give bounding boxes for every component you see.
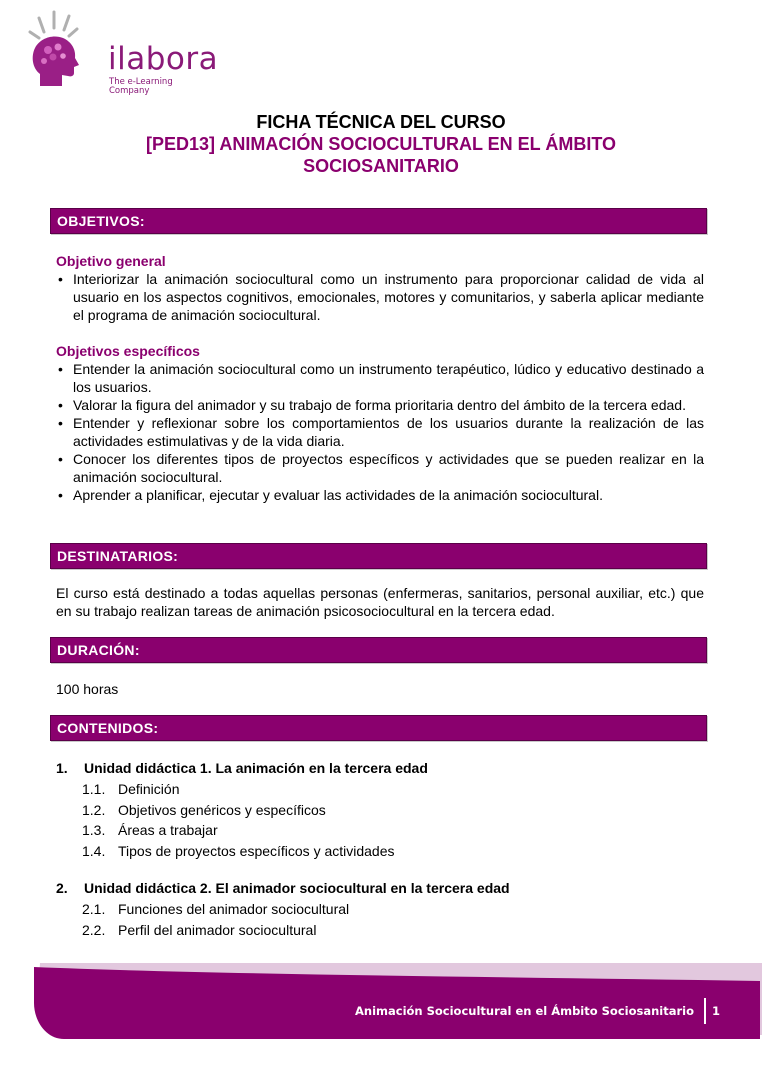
objetivo-general-heading: Objetivo general: [56, 253, 166, 269]
footer-divider: [704, 998, 706, 1024]
subitem-text: Áreas a trabajar: [118, 822, 218, 838]
list-item: [82, 820, 704, 841]
list-item: • Entender y reflexionar sobre los comportamientos de los usuarios durante la realización de las actividades estimulativas y de la vida diaria.: [56, 414, 704, 450]
subitem-number: 1.2.: [82, 801, 106, 818]
document-title: [56, 111, 706, 177]
unit-subitems: [56, 779, 704, 861]
list-item: • Valorar la figura del animador y su trabajo de forma prioritaria dentro del ámbito de la tercera edad.: [56, 396, 704, 414]
subitem-number: 2.2.: [82, 921, 106, 938]
list-item: [82, 800, 704, 821]
list-item: • Interiorizar la animación sociocultural como un instrumento para proporcionar calidad de vida al usuario en los aspectos cognitivos, emocionales, motores y comunitarios, y saberla aplicar mediante el programa de animación sociocultural.: [56, 270, 704, 324]
section-header-contenidos: CONTENIDOS:: [50, 715, 707, 741]
list-item: [82, 899, 704, 920]
subitem-text: Definición: [118, 781, 180, 797]
subitem-text: Tipos de proyectos específicos y actividades: [118, 842, 395, 859]
section-header-duracion: DURACIÓN:: [50, 637, 707, 663]
subitem-number: 1.1.: [82, 781, 106, 797]
subitem-text: Funciones del animador sociocultural: [118, 901, 350, 917]
unit-subitems: [56, 899, 704, 940]
list-item: [82, 920, 704, 941]
logo-wordmark: ilabora: [108, 41, 219, 77]
page-number: 1: [712, 1004, 721, 1018]
list-item: • Aprender a planificar, ejecutar y evaluar las actividades de la animación sociocultural.: [56, 486, 704, 504]
footer-swoosh: [0, 955, 768, 1045]
objetivo-general-list: [56, 270, 704, 324]
unit-title-text: Unidad didáctica 2. El animador sociocultural en la tercera edad: [84, 880, 510, 896]
footer-course-name: Animación Sociocultural en el Ámbito Sociosanitario: [354, 1004, 694, 1018]
unit-number: 1.: [56, 760, 68, 776]
unit-title-text: Unidad didáctica 1. La animación en la tercera edad: [84, 760, 428, 776]
destinatarios-text: El curso está destinado a todas aquellas personas (enfermeras, sanitarios, personal auxiliar, etc.) que en su trabajo realizan tareas de animación psicosociocultural en la tercera edad.: [56, 585, 704, 619]
subitem-number: 1.4.: [82, 842, 106, 859]
list-item: [82, 779, 704, 800]
section-header-destinatarios: DESTINATARIOS:: [50, 543, 707, 569]
list-item: [82, 841, 704, 862]
objetivos-especificos-heading: Objetivos específicos: [56, 343, 200, 359]
list-item: • Conocer los diferentes tipos de proyectos específicos y actividades que se pueden realizar en la animación sociocultural.: [56, 450, 704, 486]
unit-title: [56, 879, 704, 897]
unit-2: [56, 879, 704, 940]
unit-number: 2.: [56, 880, 68, 896]
logo-tagline: The e-Learning Company: [109, 77, 173, 96]
title-line-1: FICHA TÉCNICA DEL CURSO: [256, 112, 506, 132]
objetivos-especificos-list: [56, 360, 704, 504]
duracion-text: 100 horas: [56, 681, 119, 697]
ilabora-logo: [26, 10, 219, 96]
unit-title: [56, 759, 704, 777]
title-line-3: SOCIOSANITARIO: [303, 156, 459, 176]
subitem-text: Objetivos genéricos y específicos: [118, 801, 326, 818]
subitem-number: 2.1.: [82, 901, 106, 917]
subitem-number: 1.3.: [82, 822, 106, 838]
objetivos-content: [56, 252, 704, 504]
list-item: • Entender la animación sociocultural como un instrumento terapéutico, lúdico y educativo destinado a los usuarios.: [56, 360, 704, 396]
title-line-2: [PED13] ANIMACIÓN SOCIOCULTURAL EN EL ÁMBITO: [145, 134, 617, 154]
section-header-objetivos: OBJETIVOS:: [50, 208, 707, 234]
subitem-text: Perfil del animador sociocultural: [118, 921, 317, 938]
unit-1: [56, 759, 704, 861]
head-logo-icon: [26, 10, 106, 90]
